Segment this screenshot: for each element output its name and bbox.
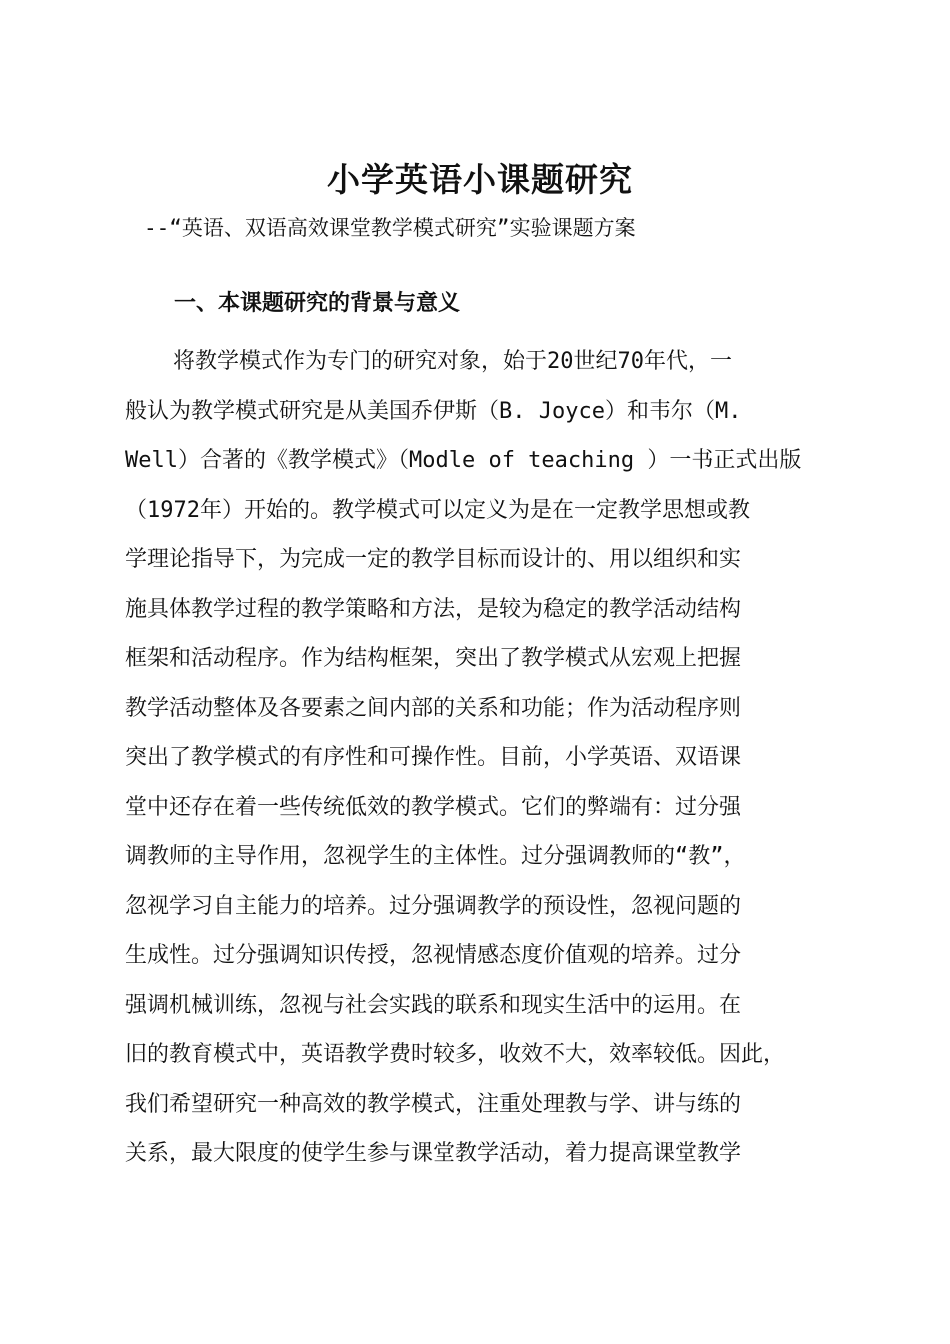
paragraph-line: 堂中还存在着一些传统低效的教学模式。它们的弊端有：过分强 xyxy=(125,794,742,820)
paragraph-line: 将教学模式作为专门的研究对象，始于20世纪70年代，一 xyxy=(173,349,732,374)
document-title: 小学英语小课题研究 xyxy=(327,160,633,199)
paragraph-line: 忽视学习自主能力的培养。过分强调教学的预设性，忽视问题的 xyxy=(125,893,742,919)
paragraph-line: （1972年）开始的。教学模式可以定义为是在一定教学思想或教 xyxy=(125,497,750,523)
paragraph-line: 框架和活动程序。作为结构框架，突出了教学模式从宏观上把握 xyxy=(125,646,742,671)
document-subtitle: --“英语、双语高效课堂教学模式研究”实验课题方案 xyxy=(144,216,636,240)
paragraph-line: 强调机械训练，忽视与社会实践的联系和现实生活中的运用。在 xyxy=(125,992,742,1018)
paragraph-line: Well）合著的《教学模式》（Modle of teaching ）一书正式出版 xyxy=(125,448,802,473)
paragraph-line: 我们希望研究一种高效的教学模式，注重处理教与学、讲与练的 xyxy=(125,1091,742,1117)
paragraph-line: 关系，最大限度的使学生参与课堂教学活动，着力提高课堂教学 xyxy=(125,1141,742,1166)
paragraph-line: 教学活动整体及各要素之间内部的关系和功能；作为活动程序则 xyxy=(125,695,742,721)
paragraph-line: 旧的教育模式中，英语教学费时较多，收效不大，效率较低。因此， xyxy=(125,1042,786,1067)
paragraph-line: 生成性。过分强调知识传授，忽视情感态度价值观的培养。过分 xyxy=(125,943,742,968)
paragraph-line: 施具体教学过程的教学策略和方法，是较为稳定的教学活动结构 xyxy=(125,596,742,622)
paragraph-line: 突出了教学模式的有序性和可操作性。目前，小学英语、双语课 xyxy=(125,745,742,770)
paragraph-line: 般认为教学模式研究是从美国乔伊斯（B. Joyce）和韦尔（M. xyxy=(125,398,742,424)
body-paragraph xyxy=(125,337,835,1179)
paragraph-line: 调教师的主导作用，忽视学生的主体性。过分强调教师的“教”， xyxy=(125,844,746,869)
section-heading: 一、本课题研究的背景与意义 xyxy=(174,291,461,316)
paragraph-line: 学理论指导下，为完成一定的教学目标而设计的、用以组织和实 xyxy=(125,547,742,572)
